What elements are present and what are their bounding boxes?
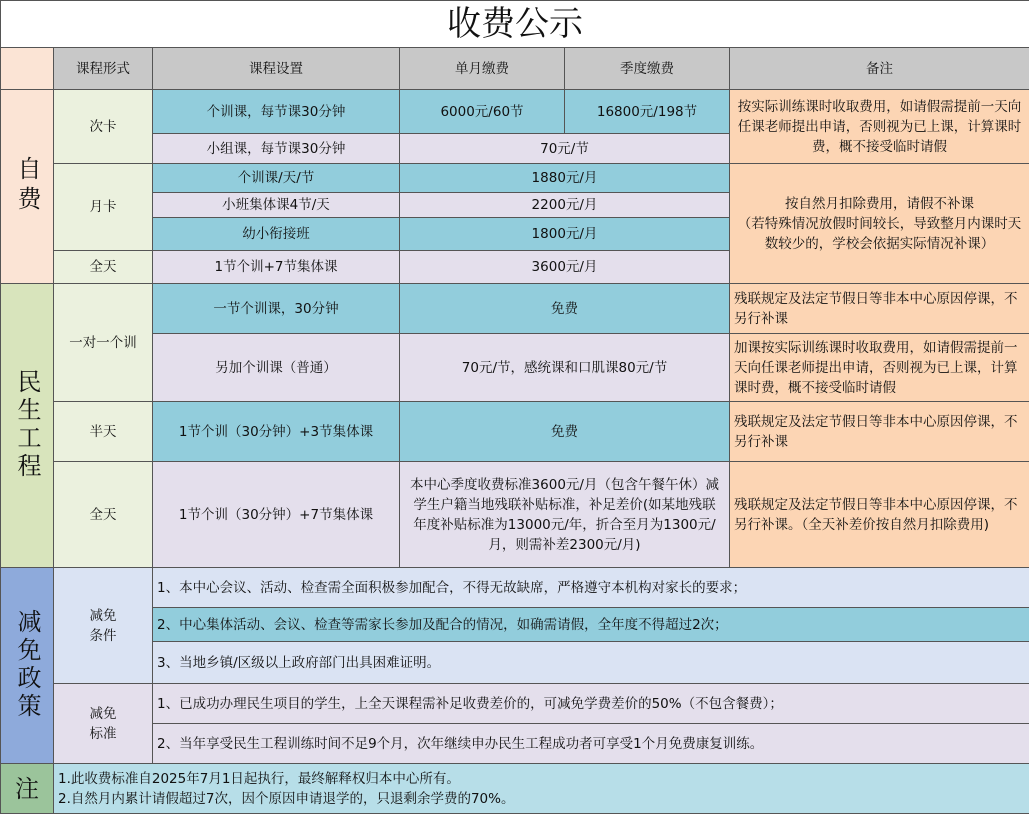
category-note: 注 [1,764,54,814]
one-free-fee: 免费 [400,284,730,334]
cika-individual-setting: 个训课，每节课30分钟 [153,90,400,134]
cika-label: 次卡 [54,90,153,164]
one-free-remark: 残联规定及法定节假日等非本中心原因停课，不另行补课 [730,284,1029,334]
note-line-1: 1.此收费标准自2025年7月1日起执行，最终解释权归本中心所有。 [58,770,460,787]
cika-remark: 按实际训练课时收取费用，如请假需提前一天向任课老师提出申请，否则视为已上课，计算课时费，概不接受临时请假 [730,90,1029,164]
yueka-class-setting: 小班集体课4节/天 [153,193,400,218]
jm-std-2: 2、当年享受民生工程训练时间不足9个月，次年继续申办民生工程成功者可享受1个月免费康复训练。 [153,724,1029,764]
yueka-bridge-setting: 幼小衔接班 [153,218,400,251]
category-jianmian-label: 减免政策 [13,608,41,721]
ms-full-setting: 1节个训（30分钟）+7节集体课 [153,462,400,568]
one-extra-remark: 加课按实际训练课时收取费用，如请假需提前一天向任课老师提出申请，否则视为已上课，计算课时费，概不接受临时请假 [730,334,1029,402]
ms-full-remark: 残联规定及法定节假日等非本中心原因停课，不另行补课。（全天补差价按自然月扣除费用) [730,462,1029,568]
header-quarterly: 季度缴费 [565,48,730,90]
fullday-fee: 3600元/月 [400,251,730,284]
half-label: 半天 [54,402,153,462]
half-setting: 1节个训（30分钟）+3节集体课 [153,402,400,462]
jm-cond-label: 减免 条件 [54,568,153,684]
header-remark: 备注 [730,48,1029,90]
notes-block [54,764,1029,814]
header-corner [1,48,54,90]
header-form: 课程形式 [54,48,153,90]
one-extra-fee: 70元/节，感统课和口肌课80元/节 [400,334,730,402]
category-minsheng [1,284,54,568]
fullday-setting: 1节个训+7节集体课 [153,251,400,284]
one-extra-setting: 另加个训课（普通） [153,334,400,402]
jm-std-label: 减免 标准 [54,684,153,764]
category-self-label: 自费 [13,155,41,216]
yueka-remark: 按自然月扣除费用，请假不补课 （若特殊情况放假时间较长，导致整月内课时天数较少的，学校会依据实际情况补课） [730,164,1029,284]
yueka-class-fee: 2200元/月 [400,193,730,218]
category-self [1,90,54,284]
header-setting: 课程设置 [153,48,400,90]
cika-individual-monthly: 6000元/60节 [400,90,565,134]
category-jianmian [1,568,54,764]
ms-full-fee: 本中心季度收费标准3600元/月（包含午餐午休）减学生户籍当地残联补贴标准，补足差价(如某地残联年度补贴标准为13000元/年，折合至月为1300元/月，则需补差2300元/月) [400,462,730,568]
jm-cond-1: 1、本中心会议、活动、检查需全面积极参加配合，不得无故缺席，严格遵守本机构对家长的要求； [153,568,1029,608]
yueka-individual-fee: 1880元/月 [400,164,730,193]
fullday-label: 全天 [54,251,153,284]
jm-cond-2: 2、中心集体活动、会议、检查等需家长参加及配合的情况，如确需请假，全年度不得超过2次； [153,608,1029,642]
one-free-setting: 一节个训课，30分钟 [153,284,400,334]
half-fee: 免费 [400,402,730,462]
cika-group-setting: 小组课，每节课30分钟 [153,134,400,164]
note-line-2: 2.自然月内累计请假超过7次，因个原因申请退学的，只退剩余学费的70%。 [58,790,515,807]
jm-cond-3: 3、当地乡镇/区级以上政府部门出具困难证明。 [153,642,1029,684]
header-monthly: 单月缴费 [400,48,565,90]
cika-individual-quarterly: 16800元/198节 [565,90,730,134]
category-minsheng-label: 民生工程 [13,368,41,481]
half-remark: 残联规定及法定节假日等非本中心原因停课，不另行补课 [730,402,1029,462]
page-title: 收费公示 [1,1,1029,48]
yueka-bridge-fee: 1800元/月 [400,218,730,251]
yueka-label: 月卡 [54,164,153,251]
ms-full-label: 全天 [54,462,153,568]
yueka-individual-setting: 个训课/天/节 [153,164,400,193]
jm-std-1: 1、已成功办理民生项目的学生，上全天课程需补足收费差价的，可减免学费差价的50%（不包含餐费）； [153,684,1029,724]
cika-group-fee: 70元/节 [400,134,730,164]
one-on-one-label: 一对一个训 [54,284,153,402]
